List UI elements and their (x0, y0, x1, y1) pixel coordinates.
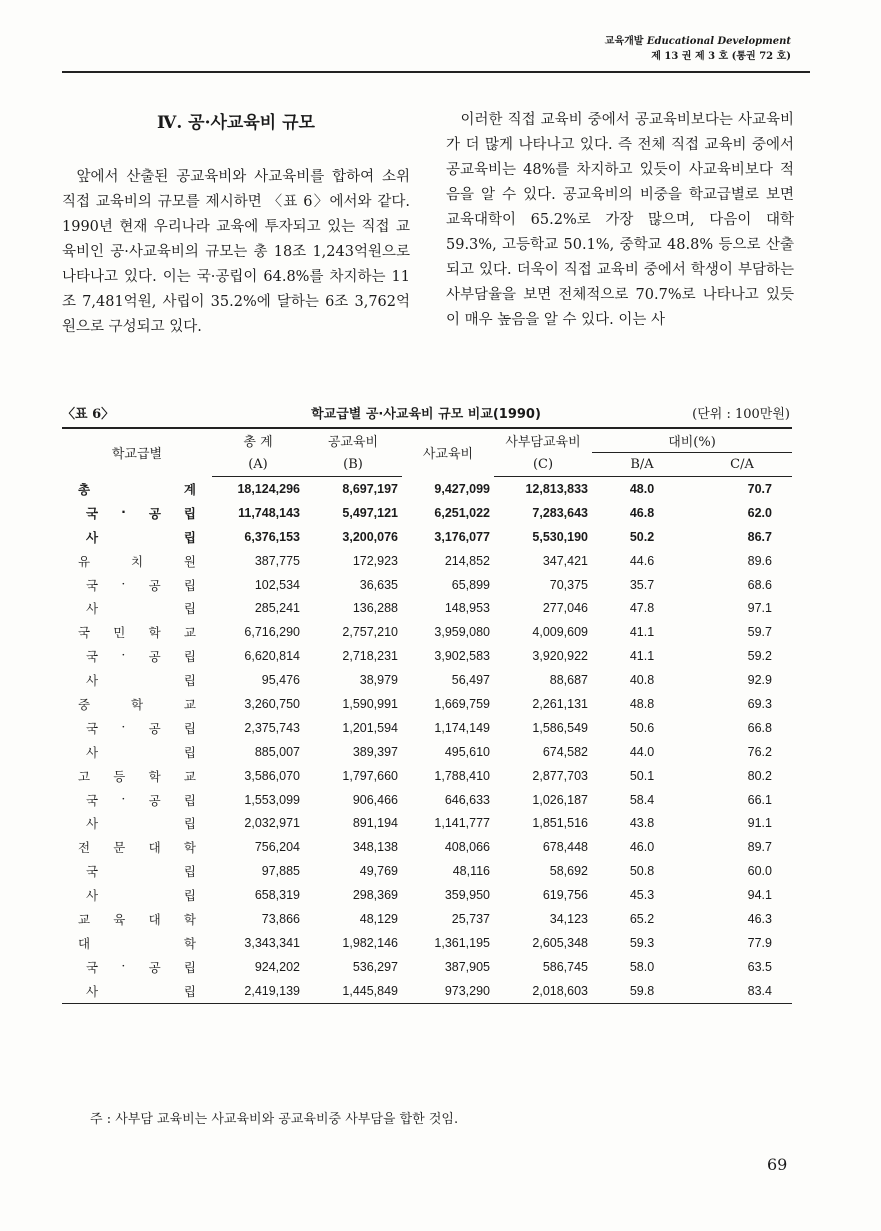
table-cell: 2,877,703 (532, 768, 588, 783)
row-label-text: 사 립 (86, 673, 196, 689)
table-cell: 34,123 (549, 911, 588, 926)
table-cell: 2,032,971 (244, 816, 300, 831)
table-cell: 59.8 (592, 979, 692, 1003)
table-cell: 298,369 (352, 888, 398, 903)
table-cell: 44.0 (629, 744, 655, 759)
header-private: 사교육비 (422, 447, 474, 463)
table-row (62, 835, 792, 859)
table-cell: 1,445,849 (304, 979, 402, 1003)
table-cell: 348,138 (352, 840, 398, 855)
table-row (62, 668, 792, 692)
table-cell: 66.1 (747, 792, 772, 807)
table-cell: 76.2 (747, 744, 772, 759)
table-cell: 91.1 (747, 816, 772, 831)
table-cell: 214,852 (444, 553, 490, 568)
table-cell: 102,534 (254, 577, 300, 592)
table-cell: 46.0 (629, 840, 655, 855)
row-label (62, 692, 212, 716)
table-cell: 41.1 (629, 625, 655, 640)
table-cell: 11,748,143 (238, 505, 300, 520)
table-cell: 285,241 (254, 601, 300, 616)
header-public: 공교육비 (327, 435, 379, 451)
table-cell: 2,757,210 (342, 625, 398, 640)
table-cell: 59.3 (629, 935, 655, 950)
row-label (62, 716, 212, 740)
table-cell: 1,851,516 (532, 816, 588, 831)
table-cell: 40.8 (629, 673, 655, 688)
table-row (62, 811, 792, 835)
table-cell: 536,297 (352, 959, 398, 974)
table-cell: 35.7 (629, 577, 655, 592)
table-cell: 646,633 (444, 792, 490, 807)
table-cell: 1,026,187 (532, 792, 588, 807)
left-paragraph: 앞에서 산출된 공교육비와 사교육비를 합하여 소위 직접 교육비의 규모를 제시하면 〈표 6〉에서와 같다. 1990년 현재 우리나라 교육에 투자되고 있는 직접 교육비인 공·사교육비의 규모는 총 18조 1,243억원으로 나타나고 있다. 이는 국·공립이 64.8%를 차지하는 11조 7,481억원, 사립이 35.2%에 달하는 6조 3,762억원으로 구성되고 있다. (62, 169, 410, 335)
table-cell: 1,553,099 (244, 792, 300, 807)
table-cell: 2,261,131 (532, 696, 588, 711)
row-label (62, 525, 212, 549)
table-cell: 619,756 (542, 888, 588, 903)
header-rule (62, 71, 810, 73)
table-row (62, 907, 792, 931)
table-cell: 48.0 (629, 481, 655, 496)
table-cell: 89.6 (747, 553, 772, 568)
table-cell: 25,737 (451, 911, 490, 926)
table-row (62, 644, 792, 668)
row-label-text: 국 립 (86, 864, 196, 880)
table-cell: 756,204 (254, 840, 300, 855)
table-cell: 83.4 (692, 979, 792, 1003)
table-cell: 924,202 (254, 959, 300, 974)
table-cell: 38,979 (359, 673, 398, 688)
table-cell: 6,620,814 (244, 649, 300, 664)
table-cell: 50.6 (629, 720, 655, 735)
table-cell: 44.6 (629, 553, 655, 568)
table-cell: 56,497 (451, 673, 490, 688)
row-label (62, 955, 212, 979)
row-label-text: 사 립 (86, 744, 196, 760)
table-cell: 277,046 (542, 601, 588, 616)
table-cell: 86.7 (747, 529, 772, 544)
section-title: Ⅳ. 공·사교육비 규모 (157, 113, 315, 133)
table-row (62, 788, 792, 812)
page-number: 69 (767, 1155, 788, 1174)
row-label-text: 중 학 교 (78, 696, 196, 712)
row-label-text: 국 · 공 립 (86, 503, 196, 521)
table-cell: 46.3 (747, 911, 772, 926)
row-label (62, 668, 212, 692)
right-column (446, 108, 794, 333)
row-label-text: 사 립 (86, 601, 196, 617)
row-label-text: 사 립 (86, 816, 196, 832)
table-cell: 60.0 (747, 864, 772, 879)
table-cell: 678,448 (542, 840, 588, 855)
table-cell: 97.1 (747, 601, 772, 616)
table-cell: 9,427,099 (434, 481, 490, 496)
table-cell: 8,697,197 (342, 481, 398, 496)
table-cell: 48,116 (452, 864, 490, 879)
table-cell: 3,959,080 (434, 625, 490, 640)
row-label-text: 국 · 공 립 (86, 718, 196, 736)
table-cell: 97,885 (261, 864, 300, 879)
table-cell: 46.8 (629, 505, 655, 520)
table-cell: 58.4 (629, 792, 655, 807)
table-cell: 2,375,743 (244, 720, 300, 735)
table-cell: 172,923 (352, 553, 398, 568)
table-cell: 387,905 (444, 959, 490, 974)
table-cell: 41.1 (629, 649, 655, 664)
row-label-text: 국 · 공 립 (86, 957, 196, 975)
table-caption (62, 403, 790, 423)
table-cell: 674,582 (542, 744, 588, 759)
table-cell: 3,343,341 (244, 935, 300, 950)
row-label (62, 835, 212, 859)
table-cell: 50.8 (629, 864, 655, 879)
table-cell: 2,419,139 (212, 979, 304, 1003)
table-row (62, 620, 792, 644)
table-cell: 495,610 (444, 744, 490, 759)
row-label (62, 979, 212, 1003)
table-cell: 1,590,991 (342, 696, 398, 711)
table-row (62, 573, 792, 597)
row-label-text: 국 민 학 교 (78, 625, 196, 641)
table-cell: 50.2 (629, 529, 655, 544)
right-paragraph: 이러한 직접 교육비 중에서 공교육비보다는 사교육비가 더 많게 나타나고 있다. 즉 전체 직접 교육비 중에서 공교육비는 48%를 차지하고 있듯이 사교육비보다 적음을 알 수 있다. 공교육비의 비중을 학교급별로 보면 교육대학이 65.2%로 가장 많으며, 다음이 대학 59.3%, 고등학교 50.1%, 중학교 48.8% 등으로 산출되고 있다. 더욱이 직접 교육비 중에서 학생이 부담하는 사부담율을 보면 전체적으로 70.7%로 나타나고 있듯이 매우 높음을 알 수 있다. 이는 사 (446, 112, 794, 328)
table-number: 〈표 6〉 (62, 407, 115, 422)
table-row (62, 596, 792, 620)
table-cell: 63.5 (747, 959, 772, 974)
table-row (62, 883, 792, 907)
table-cell: 58,692 (549, 864, 588, 879)
table-cell: 50.1 (629, 768, 655, 783)
table-cell: 62.0 (747, 505, 772, 520)
row-label (62, 620, 212, 644)
row-label (62, 501, 212, 525)
row-label-text: 사 립 (86, 888, 196, 904)
table-cell: 586,745 (542, 959, 588, 974)
table-cell: 65.2 (629, 911, 655, 926)
table-cell: 2,605,348 (532, 935, 588, 950)
table-row (62, 525, 792, 549)
table-row (62, 477, 792, 501)
header-total: 총 계 (243, 435, 273, 451)
table-row (62, 740, 792, 764)
table-cell: 48.8 (629, 696, 655, 711)
table-row (62, 716, 792, 740)
row-label-text: 사 립 (86, 983, 196, 999)
row-label-text: 전 문 대 학 (78, 840, 196, 856)
table-cell: 1,141,777 (434, 816, 490, 831)
header-ratio: 대비(%) (592, 428, 792, 453)
table-cell: 73,866 (261, 911, 300, 926)
row-label (62, 573, 212, 597)
table-cell: 2,018,603 (494, 979, 592, 1003)
journal-name-en: Educational Development (646, 36, 791, 47)
table-cell: 70.7 (747, 481, 772, 496)
table-cell: 3,586,070 (244, 768, 300, 783)
table-cell: 1,669,759 (434, 696, 490, 711)
table-cell: 387,775 (254, 553, 300, 568)
table-cell: 3,920,922 (532, 649, 588, 664)
table-cell: 1,982,146 (342, 935, 398, 950)
header-self-sub: (C) (494, 453, 592, 477)
table-cell: 6,251,022 (434, 505, 490, 520)
table-row (62, 955, 792, 979)
table-cell: 1,201,594 (342, 720, 398, 735)
table-cell: 389,397 (352, 744, 398, 759)
table-cell: 1,788,410 (434, 768, 490, 783)
table-cell: 3,176,077 (434, 529, 490, 544)
table-cell: 92.9 (747, 673, 772, 688)
table-cell: 59.7 (747, 625, 772, 640)
table-cell: 1,361,195 (434, 935, 490, 950)
table-cell: 66.8 (747, 720, 772, 735)
row-label (62, 859, 212, 883)
header-public-sub: (B) (304, 453, 402, 477)
table-row (62, 549, 792, 573)
header-self: 사부담교육비 (505, 435, 581, 451)
table-cell: 906,466 (352, 792, 398, 807)
table-cell: 89.7 (747, 840, 772, 855)
row-label-text: 국 · 공 립 (86, 647, 196, 665)
expenditure-table (62, 427, 792, 1004)
table-cell: 1,797,660 (342, 768, 398, 783)
row-label (62, 596, 212, 620)
table-cell: 58.0 (629, 959, 655, 974)
row-label-text: 교 육 대 학 (78, 911, 196, 927)
row-label (62, 811, 212, 835)
table-cell: 408,066 (444, 840, 490, 855)
table-cell: 148,953 (444, 601, 490, 616)
row-label (62, 764, 212, 788)
table-cell: 59.2 (747, 649, 772, 664)
table-cell: 2,718,231 (342, 649, 398, 664)
row-label-text: 총 계 (78, 481, 196, 497)
table-cell: 68.6 (747, 577, 772, 592)
table-row (62, 501, 792, 525)
table-row (62, 931, 792, 955)
table-row (62, 979, 792, 1003)
table-cell: 77.9 (747, 935, 772, 950)
table-row (62, 764, 792, 788)
row-label-text: 국 · 공 립 (86, 575, 196, 593)
row-label-text: 대 학 (78, 935, 196, 951)
table-cell: 3,902,583 (434, 649, 490, 664)
row-label (62, 931, 212, 955)
row-label (62, 549, 212, 573)
table-cell: 6,716,290 (244, 625, 300, 640)
table-cell: 65,899 (451, 577, 490, 592)
journal-name-ko: 교육개발 (604, 36, 644, 47)
table-cell: 36,635 (359, 577, 398, 592)
table-cell: 891,194 (352, 816, 398, 831)
header-level: 학교급별 (111, 447, 163, 463)
table-cell: 3,260,750 (244, 696, 300, 711)
table-cell: 47.8 (629, 601, 655, 616)
row-label (62, 740, 212, 764)
table-cell: 43.8 (629, 816, 655, 831)
row-label (62, 788, 212, 812)
table-cell: 885,007 (254, 744, 300, 759)
table-cell: 5,530,190 (532, 529, 588, 544)
table-cell: 80.2 (747, 768, 772, 783)
table-cell: 95,476 (261, 673, 300, 688)
table-body (62, 477, 792, 1004)
table-cell: 88,687 (549, 673, 588, 688)
table-title: 학교급별 공·사교육비 규모 비교(1990) (311, 407, 541, 422)
table-cell: 7,283,643 (532, 505, 588, 520)
table-cell: 3,200,076 (342, 529, 398, 544)
volume-issue: 제 13 권 제 3 호 (통권 72 호) (651, 51, 791, 62)
row-label (62, 477, 212, 501)
table-cell: 136,288 (352, 601, 398, 616)
table-cell: 4,009,609 (532, 625, 588, 640)
row-label-text: 사 립 (86, 529, 196, 545)
table-cell: 70,375 (549, 577, 588, 592)
table-cell: 973,290 (402, 979, 494, 1003)
table-cell: 69.3 (747, 696, 772, 711)
table-cell: 1,586,549 (532, 720, 588, 735)
table-cell: 359,950 (444, 888, 490, 903)
table-cell: 49,769 (359, 864, 398, 879)
table-cell: 45.3 (629, 888, 655, 903)
row-label-text: 유 치 원 (78, 553, 196, 569)
table-cell: 1,174,149 (434, 720, 490, 735)
left-column (62, 108, 410, 340)
running-head (605, 34, 791, 64)
table-row (62, 692, 792, 716)
header-total-sub: (A) (212, 453, 304, 477)
table-cell: 18,124,296 (237, 481, 300, 496)
row-label (62, 907, 212, 931)
header-ca: C/A (692, 453, 792, 477)
table-cell: 5,497,121 (342, 505, 398, 520)
table-cell: 658,319 (254, 888, 300, 903)
row-label (62, 644, 212, 668)
row-label-text: 국 · 공 립 (86, 790, 196, 808)
table-cell: 94.1 (747, 888, 772, 903)
table-note: 주 : 사부담 교육비는 사교육비와 공교육비중 사부담을 합한 것임. (90, 1112, 459, 1127)
table-cell: 347,421 (542, 553, 588, 568)
table-cell: 12,813,833 (525, 481, 588, 496)
row-label (62, 883, 212, 907)
row-label-text: 고 등 학 교 (78, 768, 196, 784)
table-unit: (단위 : 100만원) (692, 407, 790, 422)
table-row (62, 859, 792, 883)
header-ba: B/A (592, 453, 692, 477)
table-cell: 6,376,153 (244, 529, 300, 544)
table-cell: 48,129 (359, 911, 398, 926)
